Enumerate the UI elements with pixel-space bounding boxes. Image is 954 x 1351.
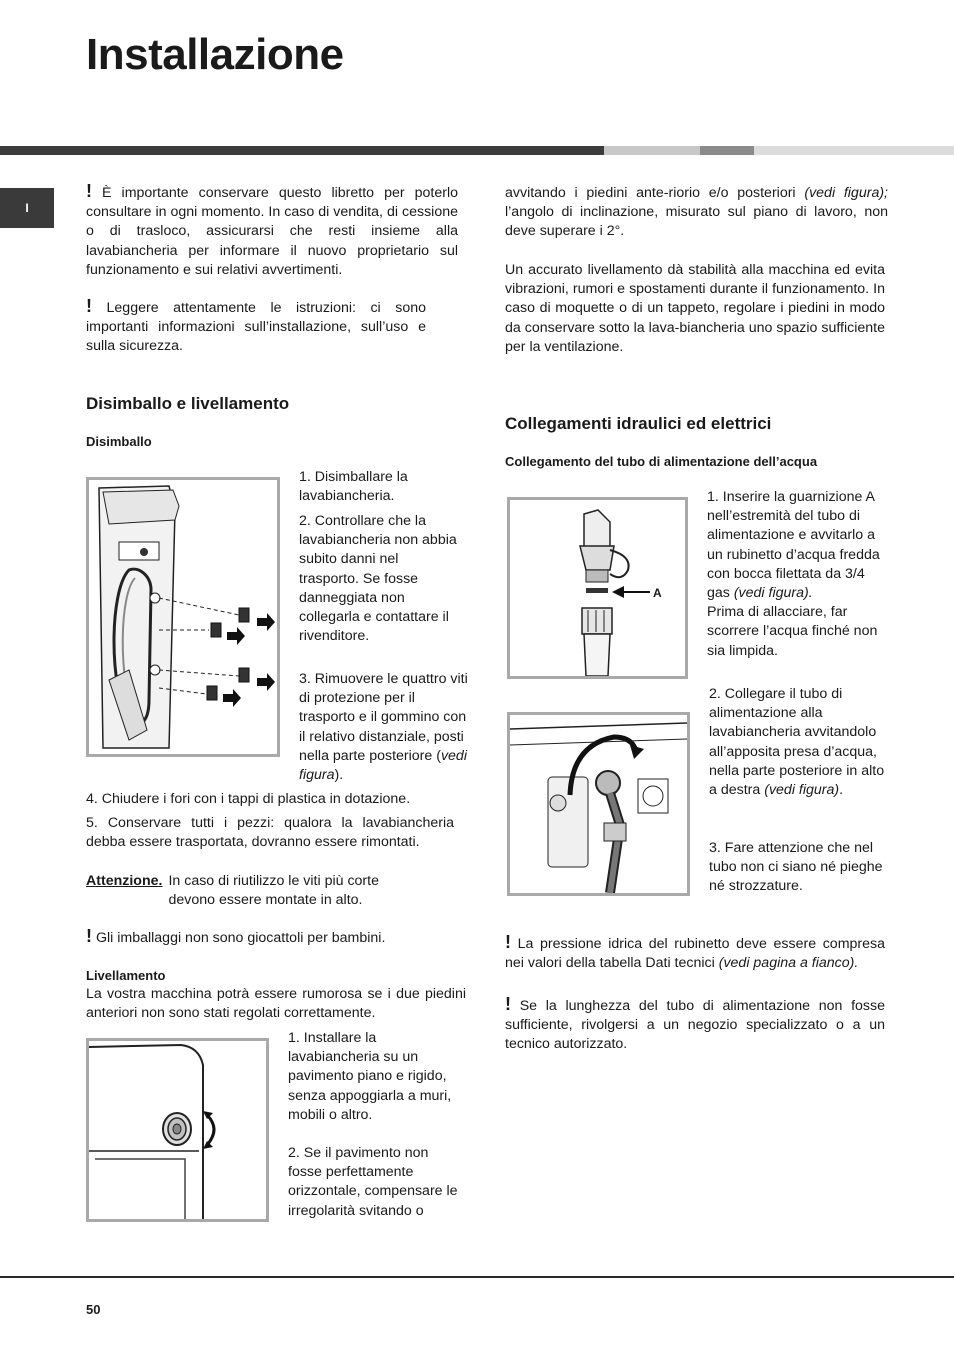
unpack-step-3: 3. Rimuovere le quattro viti di protezione per il trasporto e il gommino con il relativo distanziale, posti nella parte posteriore (vedi figura).	[299, 671, 468, 784]
unpack-step-5: 5. Conservare tutti i pezzi: qualora la lavabiancheria debba essere trasportata, dovranno essere rimontati.	[86, 815, 454, 851]
attention-label: Attenzione.	[86, 873, 163, 889]
subheading-leveling: Livellamento	[86, 968, 166, 983]
figure-hose-connection	[507, 712, 690, 896]
header-band-mid	[700, 146, 754, 155]
footer-rule	[0, 1276, 954, 1278]
attention-note	[86, 872, 466, 910]
leveling-continuation: avvitando i piedini ante-riorio e/o posteriori (vedi figura); l’angolo di inclinazione, misurato sul piano di lavoro, non deve superare i 2°.	[505, 185, 888, 240]
attention-text: In caso di riutilizzo le viti più corte devono essere montate in alto.	[168, 873, 379, 909]
leveling-step-2: 2. Se il pavimento non fosse perfettamente orizzontale, compensare le irregolarità svitando o	[288, 1145, 458, 1219]
section-title-connections: Collegamenti idraulici ed elettrici	[505, 414, 772, 433]
figure-rear-transport-screws	[86, 477, 280, 757]
intro-warning-2: ! Leggere attentamente le istruzioni: ci sono importanti informazioni sull’installazione, sull’uso e sulla sicurezza.	[86, 296, 426, 355]
subheading-unpacking: Disimballo	[86, 434, 152, 449]
water-step-1: 1. Inserire la guarnizione A nell’estremità del tubo di alimentazione e avvitarlo a un rubinetto d’acqua fredda con bocca filettata da 3/4 gas (vedi figura). Prima di allacciare, far scorrere l’acqua finché non sia limpida.	[707, 489, 880, 659]
packaging-warning: ! Gli imballaggi non sono giocattoli per bambini.	[86, 926, 386, 946]
page-number: 50	[86, 1302, 101, 1317]
unpack-step-4: 4. Chiudere i fori con i tappi di plastica in dotazione.	[86, 791, 411, 807]
water-step-2: 2. Collegare il tubo di alimentazione alla lavabiancheria avvitandolo all’apposita presa d’acqua, nella parte posteriore in alto a destra (vedi figura).	[709, 686, 885, 799]
figure-label-a: A	[653, 586, 662, 600]
header-band-dark	[0, 146, 604, 155]
exclamation-icon: !	[505, 994, 511, 1014]
hose-length-warning: ! Se la lunghezza del tubo di alimentazione non fosse sufficiente, rivolgersi a un negozio specializzato o a un tecnico autorizzato.	[505, 994, 885, 1053]
section-title-unpacking: Disimballo e livellamento	[86, 394, 290, 413]
exclamation-icon: !	[86, 181, 92, 201]
unpack-step-2: 2. Controllare che la lavabiancheria non abbia subito danni nel trasporto. Se fosse danneggiata non collegarla e contattare il rivenditore.	[299, 513, 457, 645]
intro-warning-1: ! È importante conservare questo libretto per poterlo consultare in ogni momento. In caso di vendita, di cessione o di trasloco, assicurarsi che resti insieme alla lavabiancheria per informare il nuovo proprietario sul funzionamento e sui relativi avvertimenti.	[86, 181, 458, 278]
exclamation-icon: !	[505, 932, 511, 952]
exclamation-icon: !	[86, 296, 92, 316]
language-tab: I	[0, 188, 54, 228]
water-step-3: 3. Fare attenzione che nel tubo non ci siano né pieghe né strozzature.	[709, 840, 883, 895]
leveling-intro: La vostra macchina potrà essere rumorosa se i due piedini anteriori non sono stati regolati correttamente.	[86, 986, 466, 1022]
header-band-light	[604, 146, 700, 155]
figure-adjustable-foot	[86, 1038, 269, 1222]
page-title: Installazione	[86, 30, 344, 79]
subheading-water-supply: Collegamento del tubo di alimentazione dell’acqua	[505, 454, 818, 469]
header-band-light-end	[754, 146, 954, 155]
pressure-warning: ! La pressione idrica del rubinetto deve essere compresa nei valori della tabella Dati tecnici (vedi pagina a fianco).	[505, 932, 886, 972]
unpack-step-1: 1. Disimballare la lavabiancheria.	[299, 469, 408, 505]
leveling-step-1: 1. Installare la lavabiancheria su un pavimento piano e rigido, senza appoggiarla a muri, mobili o altro.	[288, 1030, 452, 1123]
exclamation-icon: !	[86, 926, 92, 946]
stability-paragraph: Un accurato livellamento dà stabilità alla macchina ed evita vibrazioni, rumori e spostamenti durante il funzionamento. In caso di moquette o di un tappeto, regolare i piedini in modo da conservare sotto la lava-biancheria uno spazio sufficiente per la ventilazione.	[505, 262, 885, 355]
